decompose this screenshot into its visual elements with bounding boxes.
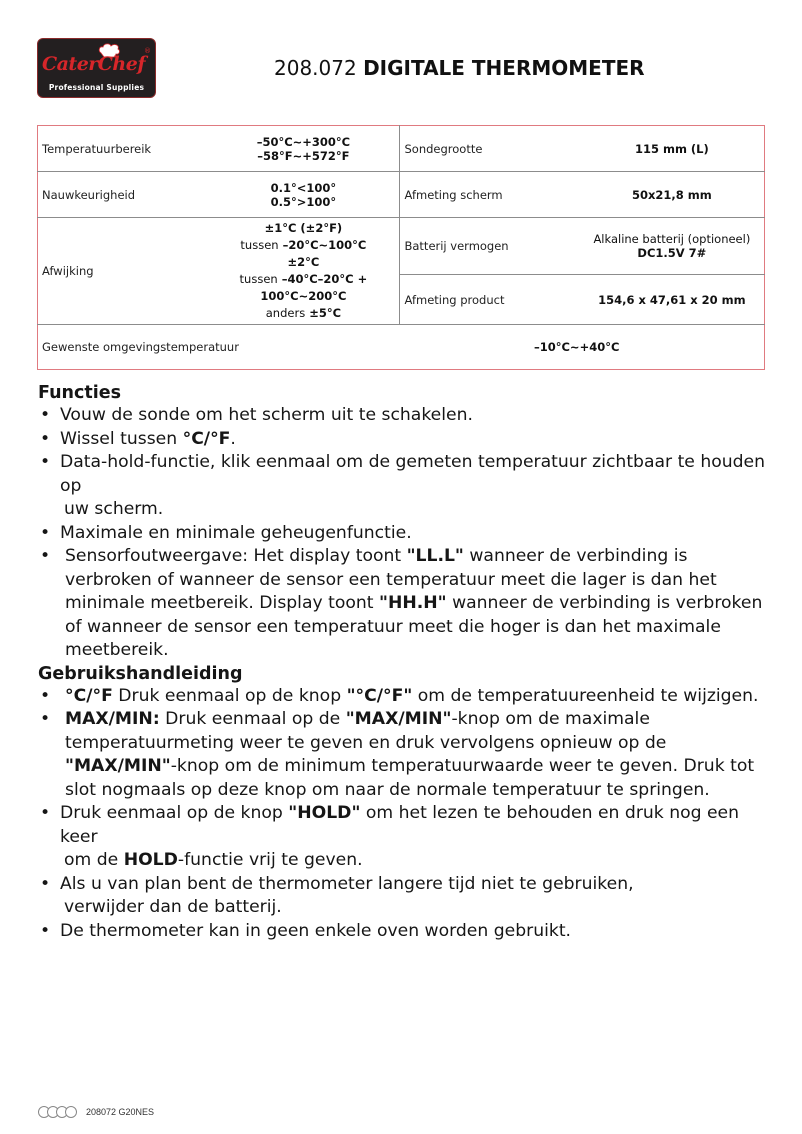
list-item: • °C/°F Druk eenmaal op de knop "°C/°F" om de temperatuureenheid te wijzigen.: [38, 685, 778, 709]
value-line: –50°C~+300°C: [256, 134, 351, 149]
functions-list: [38, 404, 778, 663]
spec-value: 115 mm (L): [580, 126, 765, 172]
value-line: ±2°C: [287, 255, 320, 269]
footer: [38, 1106, 154, 1118]
value-line: tussen –20°C~100°C: [240, 238, 367, 252]
spec-value: [207, 126, 400, 172]
manual-list: [38, 685, 778, 944]
value-line: –58°F~+572°F: [257, 148, 350, 163]
spec-label: Afmeting product: [400, 275, 580, 325]
spec-label: Gewenste omgevingstemperatuur: [38, 325, 400, 370]
list-item: • Druk eenmaal op de knop "HOLD" om het lezen te behouden en druk nog een keer om de HOLD-functie vrij te geven.: [38, 802, 778, 873]
list-item: • Als u van plan bent de thermometer langere tijd niet te gebruiken, verwijder dan de batterij.: [38, 873, 778, 920]
value-line: anders ±5°C: [265, 306, 342, 320]
spec-value: [580, 218, 765, 275]
spec-value: 154,6 x 47,61 x 20 mm: [580, 275, 765, 325]
value-line: 0.5°>100°: [270, 194, 337, 209]
functions-heading: Functies: [38, 383, 122, 403]
spec-label: Batterij vermogen: [400, 218, 580, 275]
spec-label: Sondegrootte: [400, 126, 580, 172]
manual-heading: Gebruikshandleiding: [38, 663, 243, 684]
logo-brand: CaterChef: [42, 53, 146, 75]
document-body: [38, 382, 778, 943]
spec-label: Nauwkeurigheid: [38, 172, 208, 218]
document-code: 208072 G20NES: [86, 1107, 155, 1117]
list-item: • Wissel tussen °C/°F.: [38, 428, 778, 452]
list-item: • Data-hold-functie, klik eenmaal om de gemeten temperatuur zichtbaar te houden op uw scherm.: [38, 451, 778, 522]
spec-value: –10°C~+40°C: [400, 325, 765, 370]
spec-value: [207, 172, 400, 218]
registered-mark: ®: [144, 47, 151, 55]
spec-label: Afmeting scherm: [400, 172, 580, 218]
list-item: • Vouw de sonde om het scherm uit te schakelen.: [38, 404, 778, 428]
spec-value: 50x21,8 mm: [580, 172, 765, 218]
product-title: DIGITALE THERMOMETER: [363, 56, 645, 80]
list-item: • Sensorfoutweergave: Het display toont "LL.L" wanneer de verbinding is verbroken of wanneer de sensor een temperatuur meet die lager is dan het minimale meetbereik. Display toont "HH.H" wanneer de verbinding is verbroken of wanneer de sensor een temperatuur meet die hoger is dan het maximale meetbereik.: [38, 545, 778, 663]
spec-value: [207, 218, 400, 325]
table-row: [38, 218, 765, 275]
product-code: 208.072: [274, 56, 357, 80]
recycle-circles-icon: [38, 1106, 74, 1118]
list-item: • Maximale en minimale geheugenfunctie.: [38, 522, 778, 546]
value-line: Alkaline batterij (optioneel): [593, 232, 751, 246]
caterchef-logo: [37, 38, 156, 98]
table-row: [38, 172, 765, 218]
list-item: • MAX/MIN: Druk eenmaal op de "MAX/MIN"-knop om de maximale temperatuurmeting weer te geven en druk vervolgens opnieuw op de "MAX/MIN"-knop om de minimum temperatuurwaarde weer te geven. Druk tot slot nogmaals op deze knop om naar de normale temperatuur te springen.: [38, 708, 778, 802]
spec-label: Afwijking: [38, 218, 208, 325]
value-line: ±1°C (±2°F): [264, 221, 343, 235]
value-line: 0.1°<100°: [270, 180, 337, 195]
logo-tagline: Professional Supplies: [48, 83, 145, 92]
spec-label: Temperatuurbereik: [38, 126, 208, 172]
page-title: [274, 56, 645, 80]
list-item: • De thermometer kan in geen enkele oven worden gebruikt.: [38, 920, 778, 944]
value-line: DC1.5V 7#: [637, 246, 707, 260]
value-line: tussen –40°C–20°C + 100°C~200°C: [239, 272, 368, 303]
table-row: [38, 325, 765, 370]
spec-table: [37, 125, 765, 370]
table-row: [38, 126, 765, 172]
